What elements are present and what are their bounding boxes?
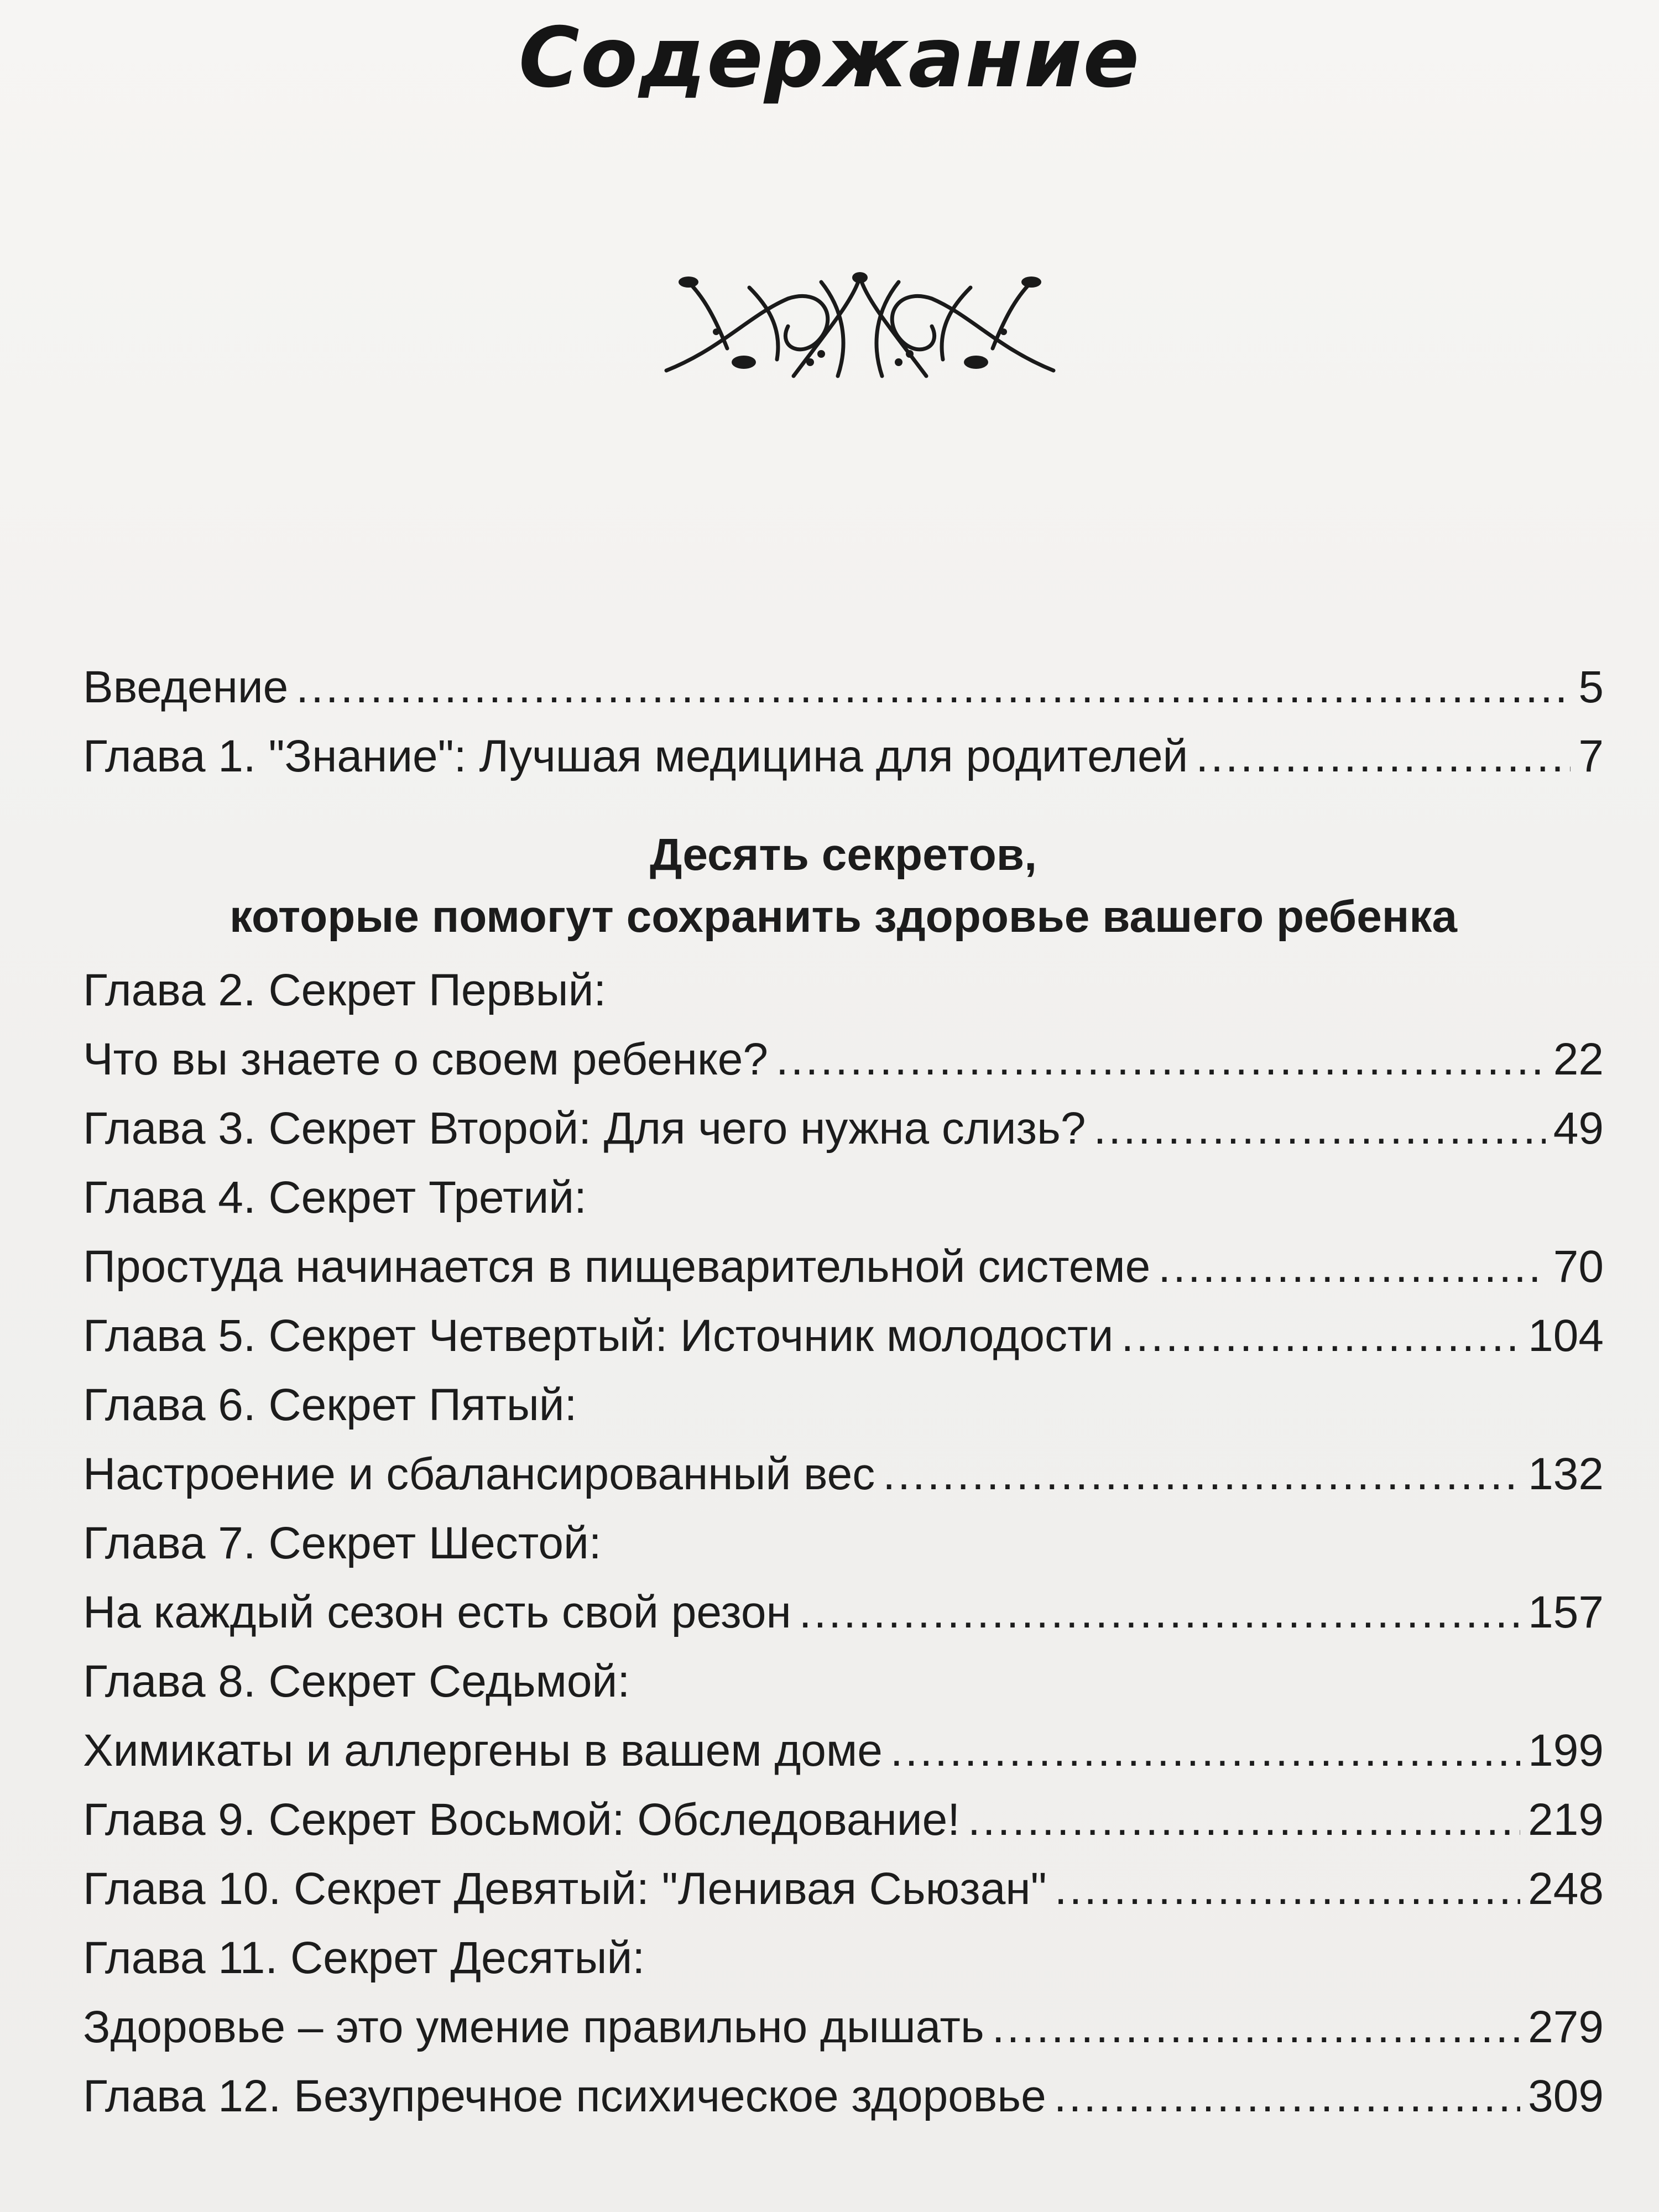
toc-entry-page: 279 [1528, 2002, 1604, 2052]
toc-entry-title: Глава 5. Секрет Четвертый: Источник молодости [83, 1311, 1114, 1361]
dot-leader [968, 1785, 1520, 1854]
toc-entry-title: Простуда начинается в пищеварительной системе [83, 1241, 1151, 1292]
toc-entry[interactable] [83, 1025, 1604, 1094]
toc-chapter-heading: Глава 8. Секрет Седьмой: [83, 1656, 630, 1707]
dot-leader [992, 1992, 1520, 2062]
toc-entry-page: 132 [1528, 1449, 1604, 1499]
toc-entry-title: Глава 9. Секрет Восьмой: Обследование! [83, 1794, 960, 1845]
toc-entry-page: 7 [1578, 731, 1604, 781]
section-heading [83, 791, 1604, 956]
toc-entry-title: На каждый сезон есть свой резон [83, 1587, 791, 1637]
dot-leader [1121, 1301, 1520, 1370]
toc-entry[interactable] [83, 1301, 1604, 1370]
dot-leader [296, 653, 1571, 722]
dot-leader [1093, 1094, 1545, 1163]
toc-chapter-heading: Глава 4. Секрет Третий: [83, 1172, 587, 1223]
toc-entry[interactable] [83, 1992, 1604, 2062]
dot-leader [1196, 722, 1571, 791]
toc-chapter-heading: Глава 2. Секрет Первый: [83, 965, 607, 1015]
toc-entry-title: Введение [83, 662, 289, 712]
toc-entry[interactable] [83, 1578, 1604, 1647]
dot-leader [776, 1025, 1546, 1094]
toc-chapter-heading: Глава 7. Секрет Шестой: [83, 1518, 602, 1568]
section-heading-line-2: которые помогут сохранить здоровье вашего ребенка [229, 891, 1457, 942]
toc-entry-title: Здоровье – это умение правильно дышать [83, 2002, 984, 2052]
toc-entry-page: 49 [1553, 1103, 1604, 1154]
toc-entry[interactable] [83, 1716, 1604, 1785]
dot-leader [799, 1578, 1520, 1647]
toc-entry-page: 157 [1528, 1587, 1604, 1637]
toc-entry-page: 104 [1528, 1311, 1604, 1361]
toc-entry-title: Глава 1. "Знание": Лучшая медицина для родителей [83, 731, 1188, 781]
dot-leader [1055, 1854, 1520, 1923]
toc-entry-page: 219 [1528, 1794, 1604, 1845]
toc-entry-title: Что вы знаете о своем ребенке? [83, 1034, 768, 1084]
toc-chapter-heading: Глава 11. Секрет Десятый: [83, 1933, 645, 1983]
table-of-contents [83, 653, 1604, 2131]
toc-entry[interactable] [83, 2062, 1604, 2131]
toc-entry[interactable] [83, 1785, 1604, 1854]
toc-entry-title: Глава 12. Безупречное психическое здоровье [83, 2071, 1046, 2121]
toc-entry[interactable] [83, 1094, 1604, 1163]
toc-entry-title: Глава 3. Секрет Второй: Для чего нужна слизь? [83, 1103, 1086, 1154]
floral-ornament-icon [655, 265, 1065, 387]
dot-leader [1158, 1232, 1545, 1301]
toc-entry-page: 199 [1528, 1725, 1604, 1776]
toc-entry[interactable] [83, 1232, 1604, 1301]
toc-entry-page: 22 [1553, 1034, 1604, 1084]
section-heading-line-1: Десять секретов, [650, 830, 1037, 880]
toc-entry-title: Глава 10. Секрет Девятый: "Ленивая Сьюзан" [83, 1864, 1047, 1914]
toc-entry-page: 309 [1528, 2071, 1604, 2121]
toc-chapter-heading: Глава 6. Секрет Пятый: [83, 1380, 577, 1430]
toc-entry[interactable] [83, 1854, 1604, 1923]
toc-entry[interactable] [83, 722, 1604, 791]
toc-entry-page: 5 [1578, 662, 1604, 712]
dot-leader [883, 1439, 1520, 1509]
toc-entry[interactable] [83, 1439, 1604, 1509]
toc-entry-page: 70 [1553, 1241, 1604, 1292]
toc-entry-title: Настроение и сбалансированный вес [83, 1449, 875, 1499]
dot-leader [890, 1716, 1520, 1785]
toc-entry-page: 248 [1528, 1864, 1604, 1914]
dot-leader [1054, 2062, 1520, 2131]
toc-entry[interactable] [83, 653, 1604, 722]
page-title: Содержание [518, 10, 1141, 106]
toc-entry-title: Химикаты и аллергены в вашем доме [83, 1725, 883, 1776]
